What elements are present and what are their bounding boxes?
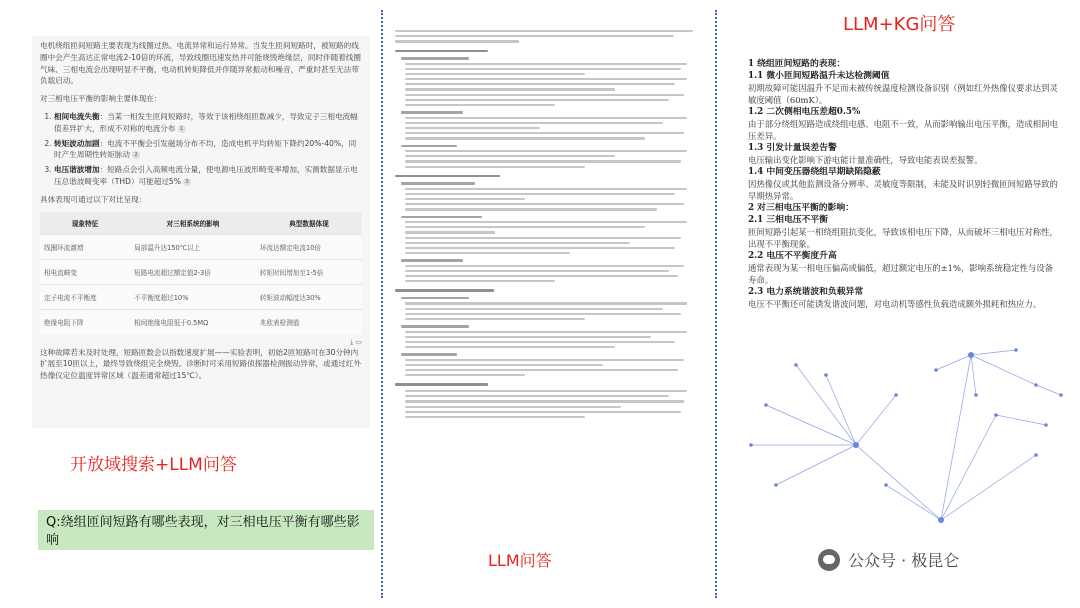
table-cell: 相电流畸变 <box>40 259 130 284</box>
point-title: 转矩波动加剧 <box>54 138 100 148</box>
citation-icon[interactable]: 2 <box>132 151 140 159</box>
list-item <box>54 111 362 135</box>
divider <box>381 10 383 598</box>
table-cell: 环流达额定电流10倍 <box>256 234 362 259</box>
citation-icon[interactable]: 1 <box>178 125 186 133</box>
answer-heading: 2.3 电力系统谐波和负载异常 <box>748 287 864 297</box>
table-cell: 不平衡度超过10% <box>130 284 256 309</box>
answer-lead: 对三相电压平衡的影响主要体现在： <box>40 94 162 104</box>
table-cell: 绝缘电阻下降 <box>40 309 130 334</box>
answer-text: 由于部分绕组短路造成绕组电感、电阻不一致，从而影响输出电压平衡，造成相间电压差异。 <box>748 119 1058 141</box>
llm-caption: LLM问答 <box>488 551 552 570</box>
point-text: ：当某一相发生匝间短路时，等效于该相绕组匝数减少，导致定子三相电流幅值差异扩大，形成不对称的电流分布 <box>54 111 358 133</box>
wechat-icon <box>818 549 840 571</box>
answer-text: 匝间短路引起某一相绕组阻抗变化，导致该相电压下降，从而破坏三相电压对称性，出现不平衡现象。 <box>748 227 1058 249</box>
answer-text: 电压不平衡还可能诱发谐波问题，对电动机等感性负载造成额外损耗和热应力。 <box>748 299 1042 309</box>
answer-outro: 这种故障若未及时处理，短路匝数会以指数速度扩展——实验表明，初始2匝短路可在30分钟内扩展至10匝以上，最终导致绕组完全烧毁。诊断时可采用短路侦探器检测振动异常，或通过红外热像仪定位温度异常区域（温差通常超过15℃）。 <box>40 347 362 381</box>
table-row <box>40 309 362 334</box>
table-cell: 短路电流超过额定值2-3倍 <box>130 259 256 284</box>
answer-heading: 1 绕组匝间短路的表现： <box>748 59 846 69</box>
watermark <box>818 548 959 571</box>
open-search-answer-panel <box>32 36 370 428</box>
knowledge-graph <box>736 335 1071 535</box>
divider <box>715 10 717 598</box>
table-cell: 转矩时间增加至1-5倍 <box>256 259 362 284</box>
list-item <box>54 164 362 188</box>
answer-heading: 2.2 电压不平衡度升高 <box>748 251 837 261</box>
llm-kg-answer-panel <box>748 58 1058 310</box>
answer-text: 因热像仪或其他监测设备分辨率、灵敏度等限制，未能及时识别轻微匝间短路导致的早期热异常。 <box>748 179 1058 201</box>
watermark-text: 公众号 · 极昆仑 <box>848 551 960 570</box>
table-cell: 相间绝缘电阻低于0.5MΩ <box>130 309 256 334</box>
table-header: 现象特征 <box>40 212 130 235</box>
answer-heading: 2 对三相电压平衡的影响： <box>748 203 854 213</box>
table-row <box>40 234 362 259</box>
point-text: ：电流不平衡会引发磁场分布不均，造成电机平均转矩下降约20%-40%，同时产生周期性转矩脉动 <box>54 138 357 160</box>
open-search-caption: 开放域搜索+LLM问答 <box>70 455 237 475</box>
table-cell: 定子电流不平衡度 <box>40 284 130 309</box>
llm-answer-panel <box>395 30 705 520</box>
llm-kg-caption: LLM+KG问答 <box>843 14 956 35</box>
table-cell: 转矩波动幅度达30% <box>256 284 362 309</box>
table-row <box>40 259 362 284</box>
table-intro: 具体表现可通过以下对比呈现： <box>40 194 147 204</box>
table-tools-icon[interactable]: ⤓ ▭ <box>350 337 362 346</box>
table-cell: 兆欧表检测值 <box>256 309 362 334</box>
table-cell: 线圈环流激增 <box>40 234 130 259</box>
list-item <box>54 138 362 162</box>
point-title: 相间电流失衡 <box>54 111 100 121</box>
answer-heading: 1.2 二次侧相电压差超0.5% <box>748 107 861 117</box>
question-box: Q:绕组匝间短路有哪些表现，对三相电压平衡有哪些影响 <box>38 510 374 550</box>
answer-heading: 1.4 中间变压器绕组早期缺陷隐蔽 <box>748 167 881 177</box>
table-row <box>40 284 362 309</box>
answer-text: 电压输出变化影响下游电能计量准确性，导致电能表误差报警。 <box>748 155 983 165</box>
answer-heading: 2.1 三相电压不平衡 <box>748 215 828 225</box>
table-header: 典型数据体现 <box>256 212 362 235</box>
answer-text: 初期故障可能因温升不足而未被传统温度检测设备识别（例如红外热像仪要求达到灵敏度阈值（60mK）。 <box>748 83 1058 105</box>
answer-intro: 电机绕组匝间短路主要表现为线圈过热、电流异常和运行异常。当发生匝间短路时，被短路的线圈中会产生高达正常电流2-10倍的环流，导致线圈迅速发热并可能烧毁绝缘层，同时伴随着线圈气味、三相电流会出现明显不平衡，电动机转矩降低并伴随异常振动和噪音，严重时甚至无法带负载启动。 <box>40 41 361 86</box>
table-header: 对三相系统的影响 <box>130 212 256 235</box>
answer-heading: 1.1 微小匝间短路温升未达检测阈值 <box>748 71 890 81</box>
answer-text: 通常表现为某一相电压偏高或偏低，超过额定电压的±1%，影响系统稳定性与设备寿命。 <box>748 263 1054 285</box>
point-title: 电压谐波增加 <box>54 165 100 175</box>
answer-heading: 1.3 引发计量误差告警 <box>748 143 837 153</box>
table-cell: 局部温升达150℃以上 <box>130 234 256 259</box>
citation-icon[interactable]: 3 <box>183 178 191 186</box>
comparison-table <box>40 212 362 334</box>
impact-list <box>40 111 362 188</box>
point-text: ：短路点会引入高频电流分量，使电源电压波形畸变率增加，实测数据显示电压总谐波畸变率（THD）可能超过5% <box>54 165 358 186</box>
